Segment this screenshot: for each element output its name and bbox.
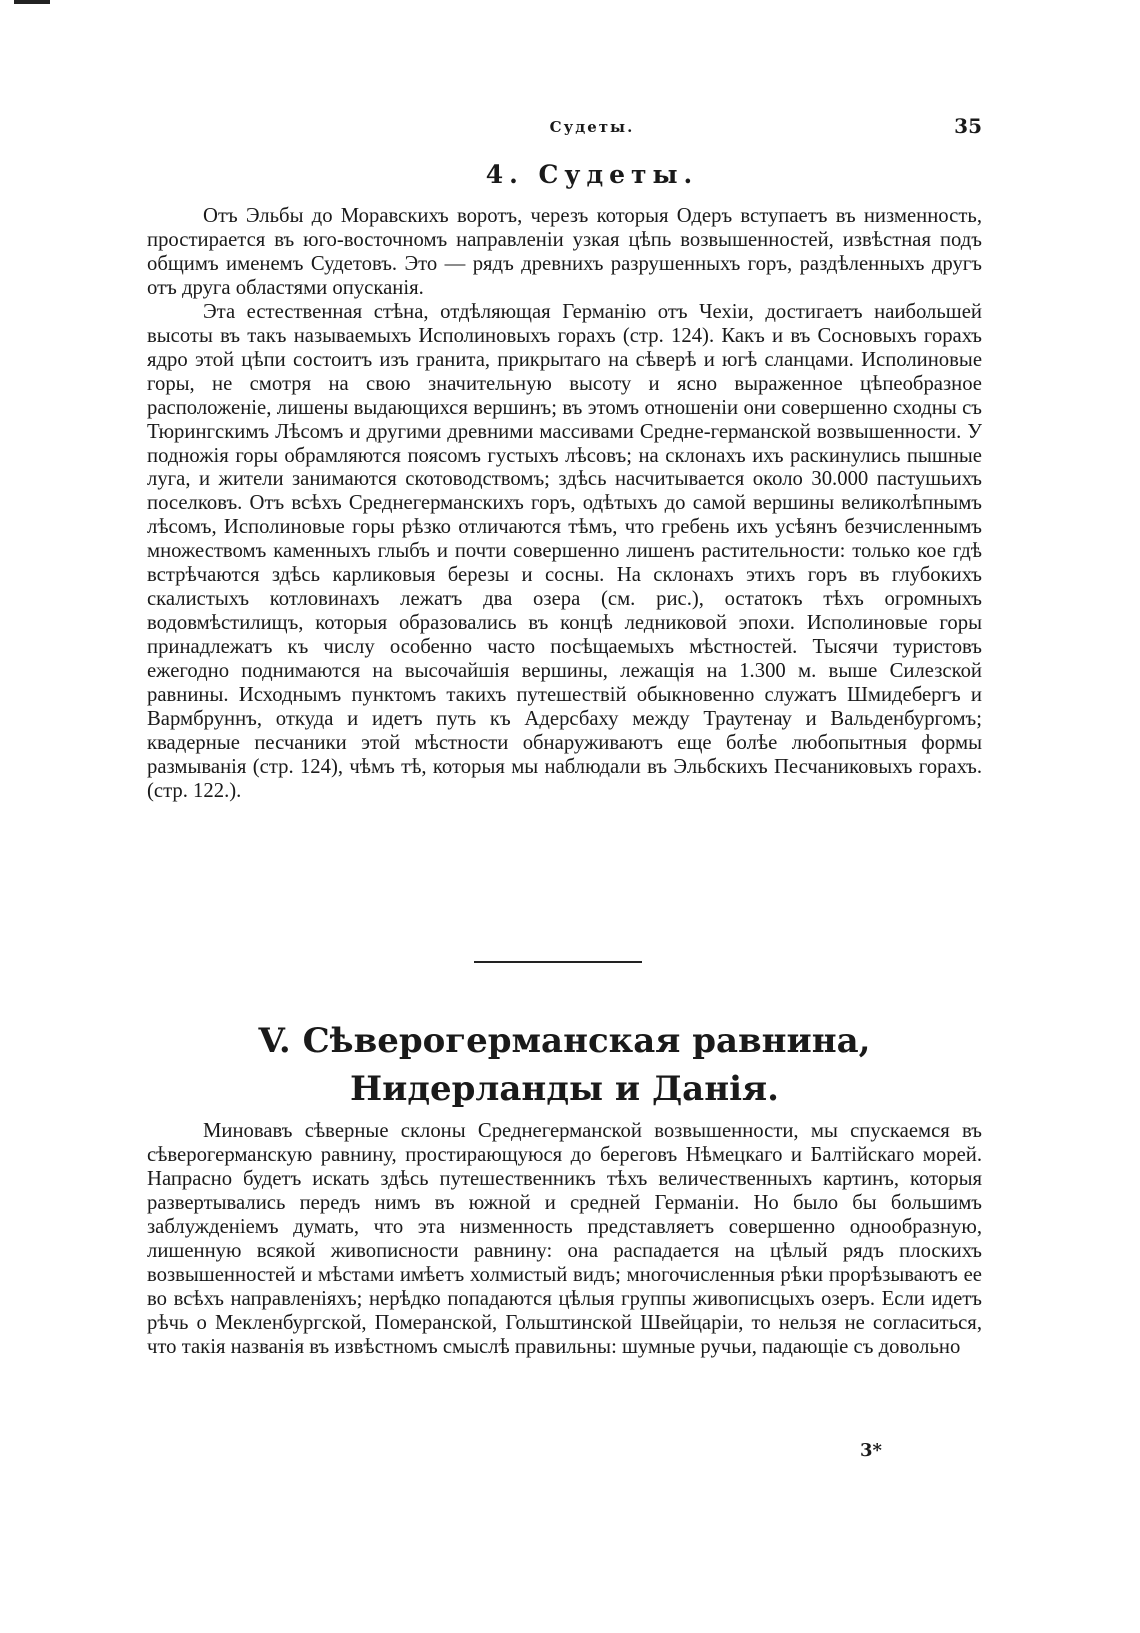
section-paragraph-1: Отъ Эльбы до Моравскихъ воротъ, черезъ которыя Одеръ вступаетъ въ низменность, простирается въ юго-восточномъ направленіи узкая цѣпь возвышенностей, извѣстная подъ общимъ именемъ Судетовъ. Это — рядъ древнихъ разрушенныхъ горъ, раздѣленныхъ другъ отъ друга областями опусканія. (147, 205, 982, 299)
printer-signature-mark: 3* (860, 1440, 882, 1461)
running-title: Судеты. (549, 118, 635, 136)
chapter-paragraph-1: Миновавъ сѣверные склоны Среднегерманской возвышенности, мы спускаемся въ сѣверогерманскую равнину, простирающуюся до береговъ Нѣмецкаго и Балтійскаго морей. Напрасно будетъ искать здѣсь путешественникъ тѣхъ величественныхъ картинъ, которыя развертывались передъ нимъ въ южной и средней Германіи. Но было бы большимъ заблужденіемъ думать, что эта низменность представляетъ совершенно однообразную, лишенную всякой живописности равнину: она распадается на цѣлый рядъ плоскихъ возвышенностей и мѣстами имѣетъ холмистый видъ; многочисленныя рѣки прорѣзываютъ ее во всѣхъ направленіяхъ; нерѣдко попадаются цѣлыя группы живописцыхъ озеръ. Если идетъ рѣчь о Мекленбургской, Померанской, Гольштинской Швейцаріи, то нельзя не согласиться, что такія названія въ извѣстномъ смыслѣ правильны: шумные ручьи, падающіе съ довольно (147, 1120, 982, 1358)
running-header (202, 114, 982, 144)
chapter-body (147, 1120, 982, 1360)
section-divider (474, 961, 642, 963)
page-number: 35 (954, 114, 982, 138)
section-paragraph-2: Эта естественная стѣна, отдѣляющая Германію отъ Чехіи, достигаетъ наибольшей высоты въ такъ называемыхъ Исполиновыхъ горахъ (стр. 124). Какъ и въ Сосновыхъ горахъ ядро этой цѣпи состоитъ изъ гранита, прикрытаго на сѣверѣ и югѣ сланцами. Исполиновые горы, не смотря на свою значительную высоту и ясно выраженное цѣпеобразное расположеніе, лишены выдающихся вершинъ; въ этомъ отношеніи они совершенно сходны съ Тюрингскимъ Лѣсомъ и другими древними массивами Средне-германской возвышенности. У подножія горы обрамляются поясомъ густыхъ лѣсовъ; на склонахъ ихъ раскинулись пышные луга, и жители занимаются скотоводствомъ; здѣсь насчитывается около 30.000 пастушьихъ поселковъ. Отъ всѣхъ Среднегерманскихъ горъ, одѣтыхъ до самой вершины великолѣпнымъ лѣсомъ, Исполиновые горы рѣзко отличаются тѣмъ, что гребень ихъ усѣянъ безчисленнымъ множествомъ каменныхъ глыбъ и почти совершенно лишенъ растительности: только кое гдѣ встрѣчаются здѣсь карликовыя березы и сосны. На склонахъ этихъ горъ въ глубокихъ скалистыхъ котловинахъ лежатъ два озера (см. рис.), остатокъ тѣхъ огромныхъ водовмѣстилищъ, которыя образовались въ концѣ ледниковой эпохи. Исполиновые горы принадлежатъ къ числу особенно часто посѣщаемыхъ мѣстностей. Тысячи туристовъ ежегодно поднимаются на высочайшія вершины, лежащія на 1.300 м. выше Силезской равнины. Исходнымъ пунктомъ такихъ путешествій обыкновенно служатъ Шмидебергъ и Вармбруннъ, откуда и идетъ путь къ Адерсбаху между Траутенау и Вальденбургомъ; квадерные песчаники этой мѣстности обнаруживаютъ еще болѣе любопытныя формы размыванія (стр. 124), чѣмъ тѣ, которыя мы наблюдали въ Эльбскихъ Песчаниковыхъ горахъ. (стр. 122.). (147, 300, 982, 802)
section-heading: 4. Судеты. (485, 160, 699, 189)
scan-corner-mark (14, 0, 50, 4)
chapter-heading: V. Сѣверогерманская равнина, Нидерланды и Данія. (258, 1021, 871, 1109)
section-body (147, 205, 982, 804)
